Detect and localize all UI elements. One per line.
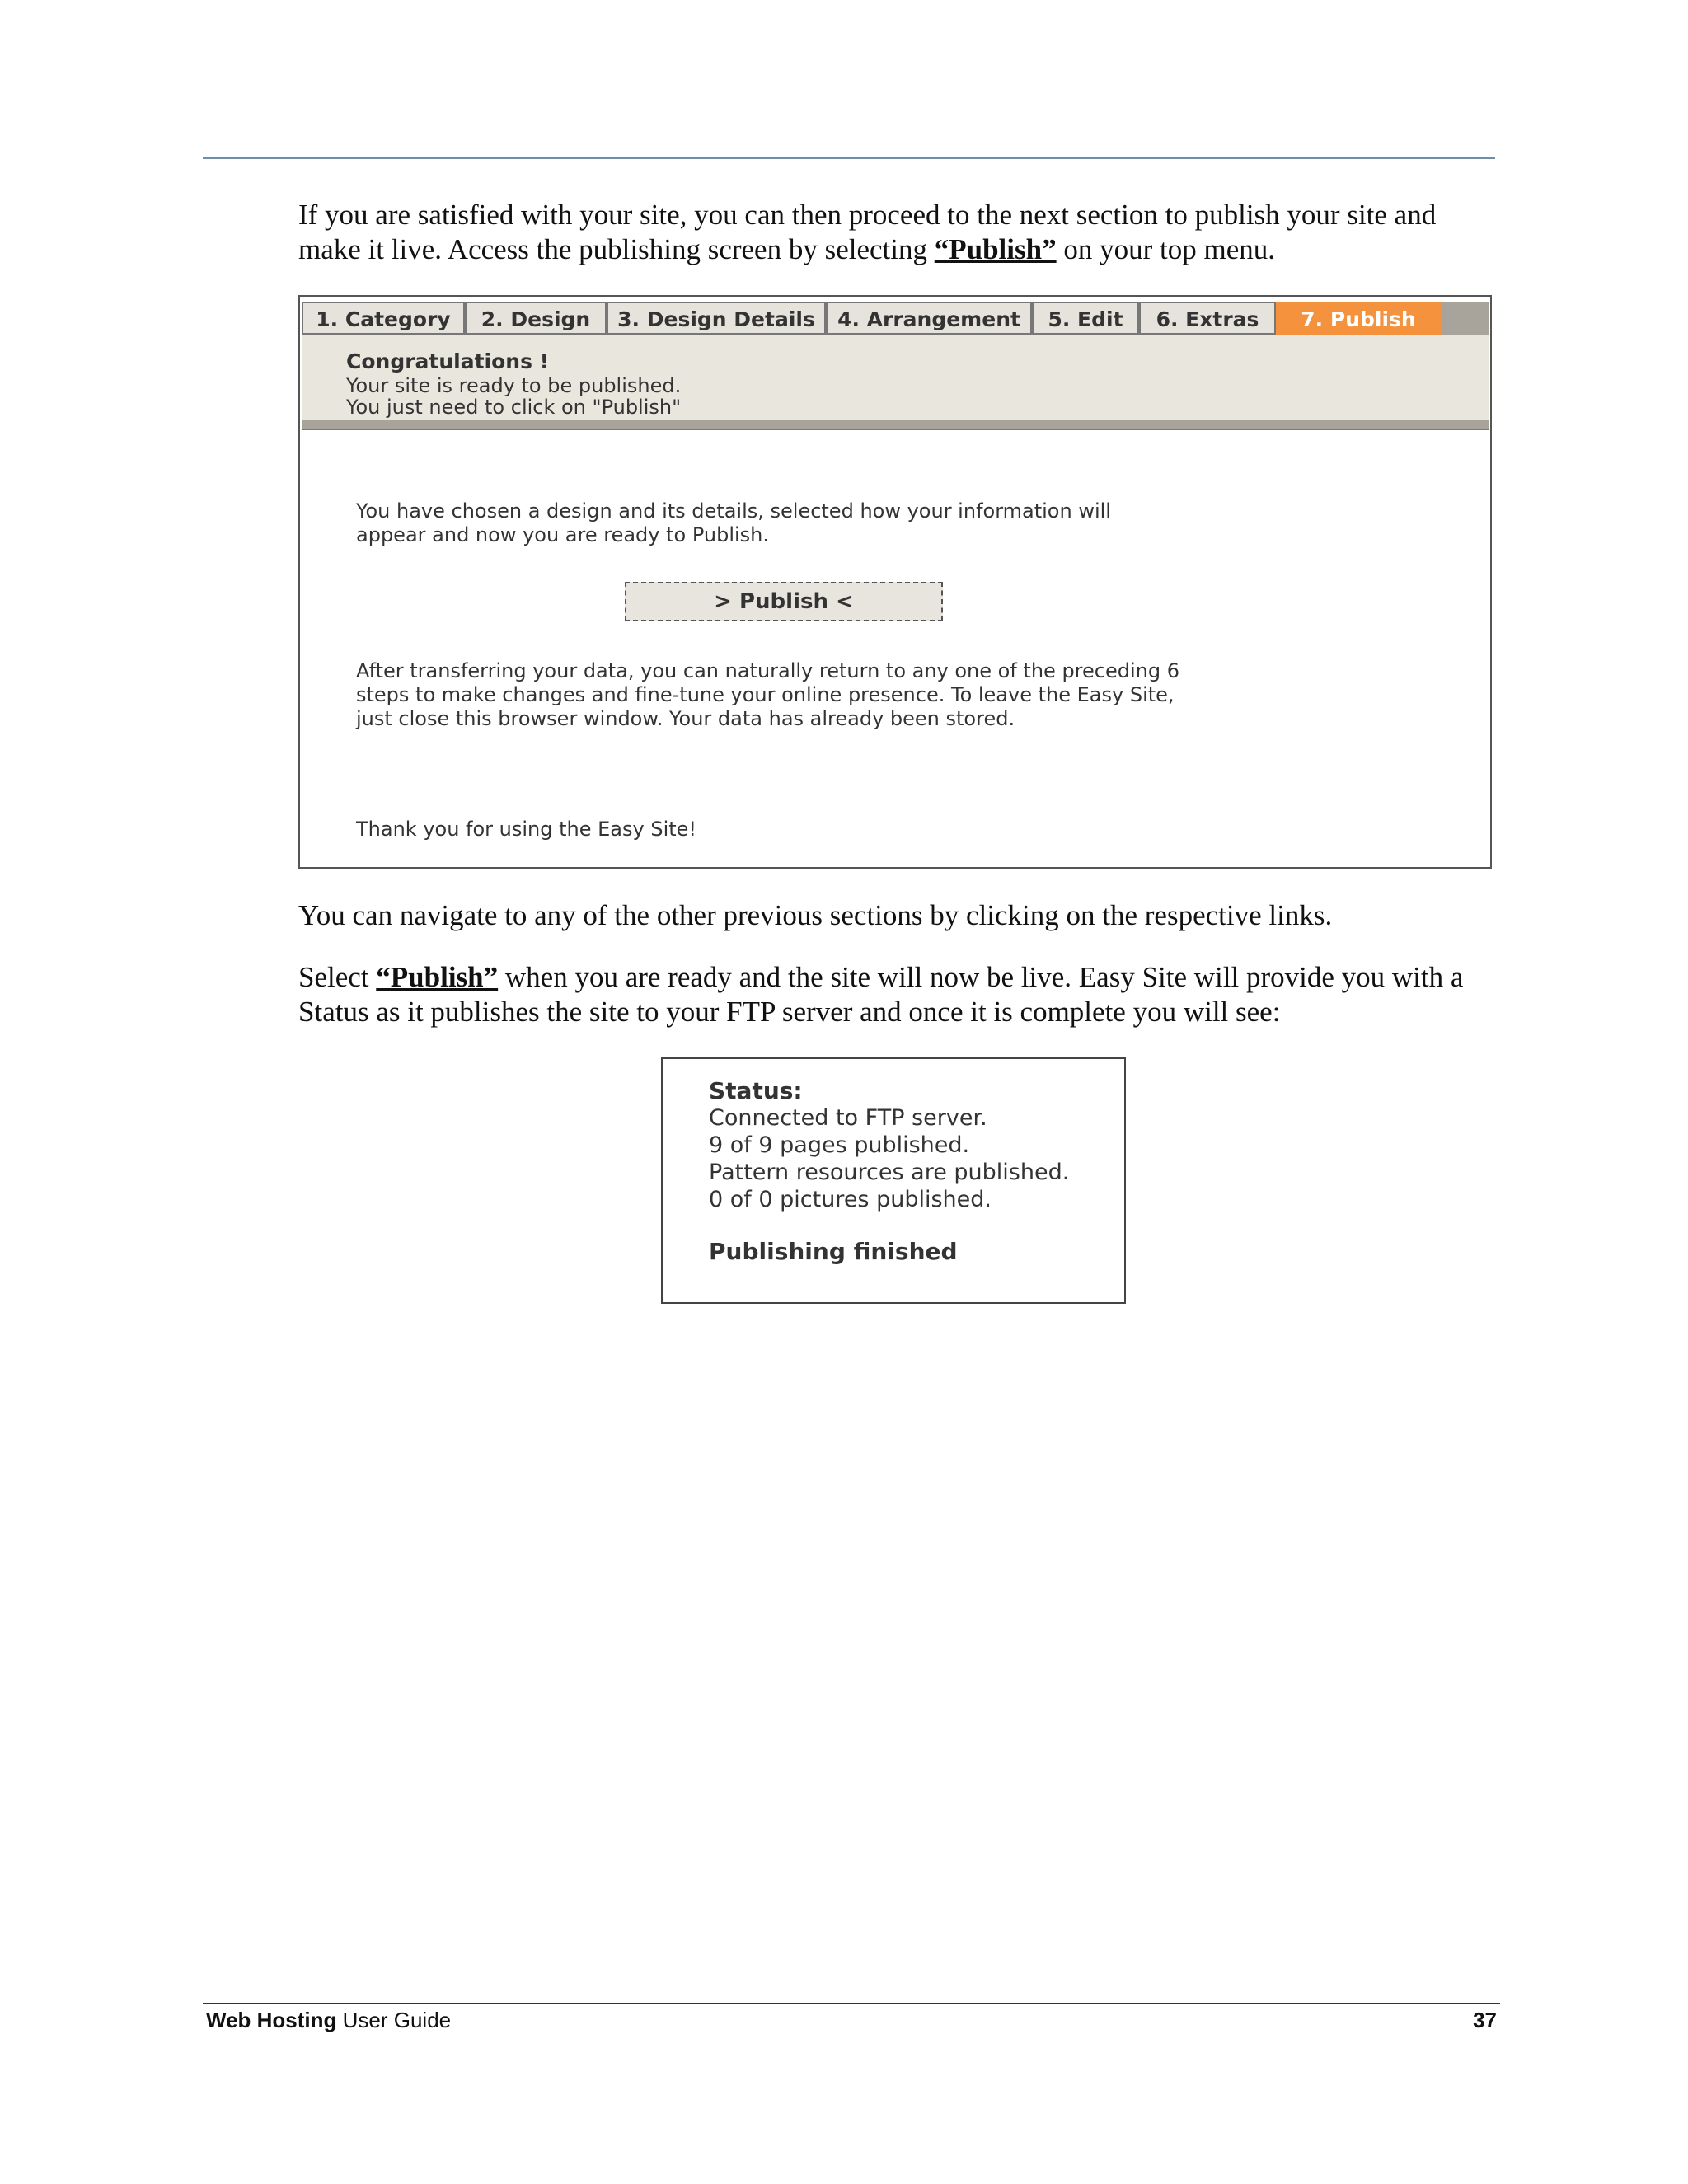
wizard-tab-bar bbox=[302, 302, 1489, 335]
status-line: 0 of 0 pictures published. bbox=[709, 1187, 992, 1212]
after-transfer-text: After transferring your data, you can naturally return to any one of the preceding 6 steps to make changes and fine-tune your online presence. To leave the Easy Site, just close this browser window. Your data has already been stored. bbox=[356, 659, 1179, 730]
tab-arrangement[interactable]: 4. Arrangement bbox=[826, 302, 1032, 335]
thank-you-text: Thank you for using the Easy Site! bbox=[356, 818, 697, 841]
tab-publish[interactable]: 7. Publish bbox=[1276, 302, 1441, 335]
panel-divider bbox=[302, 420, 1489, 430]
select-paragraph bbox=[298, 960, 1493, 1029]
status-line: Connected to FTP server. bbox=[709, 1105, 987, 1131]
select-text: Select bbox=[298, 961, 377, 993]
congrats-line: You just need to click on "Publish" bbox=[346, 396, 682, 419]
page-number: 37 bbox=[1473, 2008, 1497, 2032]
publish-button[interactable]: > Publish < bbox=[625, 582, 943, 621]
intro-paragraph bbox=[298, 198, 1493, 267]
tab-design[interactable]: 2. Design bbox=[465, 302, 607, 335]
footer-title-rest: User Guide bbox=[336, 2008, 452, 2032]
publishing-finished: Publishing finished bbox=[709, 1238, 958, 1265]
status-line: Pattern resources are published. bbox=[709, 1160, 1070, 1185]
footer-title-bold: Web Hosting bbox=[206, 2008, 337, 2032]
congrats-title: Congratulations ! bbox=[346, 349, 550, 373]
tab-category[interactable]: 1. Category bbox=[302, 302, 465, 335]
footer-title bbox=[206, 2008, 451, 2033]
publish-link[interactable]: “Publish” bbox=[934, 233, 1057, 265]
intro-text-end: on your top menu. bbox=[1056, 233, 1275, 265]
select-text-end: when you are ready and the site will now be live. Easy Site will provide you with a Status as it publishes the site to your FTP server and once it is complete you will see: bbox=[298, 961, 1464, 1028]
status-box bbox=[661, 1057, 1126, 1304]
header-rule bbox=[203, 157, 1495, 159]
status-line: 9 of 9 pages published. bbox=[709, 1132, 970, 1158]
easy-site-publish-screenshot bbox=[298, 295, 1492, 869]
navigate-paragraph: You can navigate to any of the other previous sections by clicking on the respective links. bbox=[298, 899, 1333, 931]
footer-rule bbox=[203, 2003, 1500, 2004]
tab-edit[interactable]: 5. Edit bbox=[1032, 302, 1139, 335]
congrats-line: Your site is ready to be published. bbox=[346, 374, 682, 397]
design-summary-text: You have chosen a design and its details, selected how your information will appear and now you are ready to Publish. bbox=[356, 499, 1111, 546]
congrats-panel bbox=[302, 335, 1489, 420]
tab-extras[interactable]: 6. Extras bbox=[1139, 302, 1276, 335]
intro-text: If you are satisfied with your site, you can then proceed to the next section to publish your site and make it live. Access the publishing screen by selecting bbox=[298, 199, 1437, 265]
publish-link-2[interactable]: “Publish” bbox=[376, 961, 499, 993]
status-title: Status: bbox=[709, 1077, 803, 1104]
tab-design-details[interactable]: 3. Design Details bbox=[607, 302, 826, 335]
